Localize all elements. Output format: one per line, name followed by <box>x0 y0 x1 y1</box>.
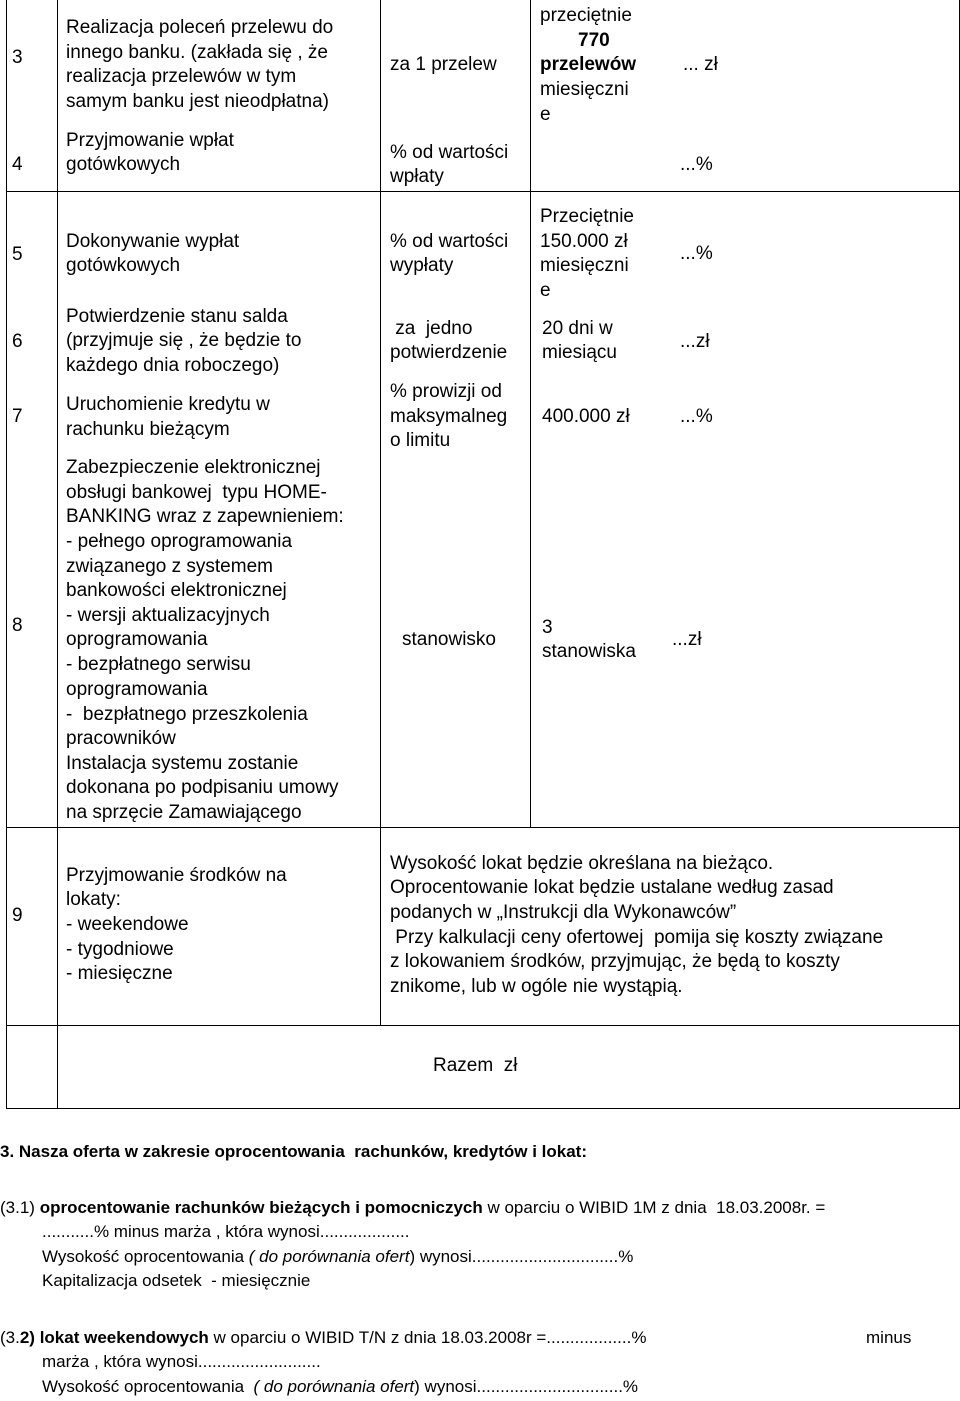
price-cell: ...zł <box>680 331 710 352</box>
text-run-italic: ( do porównania ofert <box>248 1247 410 1266</box>
unit-cell: % prowizji od <box>390 381 502 402</box>
desc-line: - pełnego oprogramowania <box>66 531 293 552</box>
paragraph-line: ...........% minus marża , która wynosi................... <box>42 1222 410 1241</box>
text-run-italic: ( do porównania ofert <box>248 1377 415 1396</box>
desc-line: samym banku jest nieodpłatna) <box>66 91 329 112</box>
row-number: 9 <box>12 905 23 926</box>
desc-line: lokaty: <box>66 889 121 910</box>
qty-line: 400.000 zł <box>542 406 630 427</box>
desc-line: każdego dnia roboczego) <box>66 355 280 376</box>
qty-line: miesięczni <box>540 255 629 276</box>
item-number: 2) <box>19 1328 35 1347</box>
qty-line: przeciętnie <box>540 5 632 26</box>
qty-line: 3 <box>542 617 553 638</box>
desc-line: Przyjmowanie wpłat <box>66 130 234 151</box>
price-cell: ...zł <box>672 629 702 650</box>
price-cell: ...% <box>680 406 713 427</box>
item-number: (3.1) <box>0 1198 35 1217</box>
note-line: z lokowaniem środków, przyjmując, że będą to koszty <box>390 951 840 972</box>
row-divider <box>6 1025 960 1026</box>
item-title: lokat weekendowych <box>34 1328 209 1347</box>
price-cell: ...% <box>680 243 713 264</box>
text-run: Wysokość oprocentowania <box>42 1377 249 1396</box>
price-cell: ...% <box>680 154 713 175</box>
unit-cell: stanowisko <box>402 629 496 650</box>
item-number: (3. <box>0 1328 20 1347</box>
qty-line: 20 dni w <box>542 318 613 339</box>
unit-cell: maksymalneg <box>390 406 508 427</box>
desc-line: (przyjmuje się , że będzie to <box>66 330 302 351</box>
text-run: ) wynosi...............................% <box>414 1377 639 1396</box>
row-divider <box>6 191 960 192</box>
desc-line: na sprzęcie Zamawiającego <box>66 802 302 823</box>
paragraph-line: minus <box>866 1328 912 1347</box>
desc-line: związanego z systemem <box>66 556 273 577</box>
unit-cell: wpłaty <box>390 166 444 187</box>
row-number: 5 <box>12 244 23 265</box>
desc-line: gotówkowych <box>66 255 181 276</box>
unit-cell: wypłaty <box>390 255 454 276</box>
desc-line: BANKING wraz z zapewnieniem: <box>66 506 344 527</box>
row-number: 4 <box>12 154 23 175</box>
item-text: w oparciu o WIBID 1M z dnia 18.03.2008r. = <box>482 1198 826 1217</box>
desc-line: - bezpłatnego przeszkolenia <box>66 704 308 725</box>
price-cell: ... zł <box>683 54 718 75</box>
unit-cell: potwierdzenie <box>390 342 508 363</box>
column-divider <box>380 0 381 192</box>
qty-line: stanowiska <box>542 641 636 662</box>
desc-line: Realizacja poleceń przelewu do <box>66 17 334 38</box>
desc-line: - tygodniowe <box>66 939 174 960</box>
note-line: znikome, lub w ogóle nie wystąpią. <box>390 976 683 997</box>
paragraph-line <box>42 1375 638 1399</box>
desc-line: Dokonywanie wypłat <box>66 231 240 252</box>
text-run: Wysokość oprocentowania <box>42 1247 249 1266</box>
note-line: podanych w „Instrukcji dla Wykonawców” <box>390 902 737 923</box>
desc-line: - miesięczne <box>66 963 173 984</box>
row-number: 3 <box>12 47 23 68</box>
section-heading: 3. Nasza oferta w zakresie oprocentowania rachunków, kredytów i lokat: <box>0 1142 587 1161</box>
column-divider <box>57 0 58 1108</box>
table-border-left <box>6 0 7 1108</box>
qty-line: miesiącu <box>542 342 617 363</box>
item-text: w oparciu o WIBID T/N z dnia 18.03.2008r =..................% <box>208 1328 647 1347</box>
total-label: Razem zł <box>433 1055 518 1076</box>
paragraph-line <box>0 1326 646 1350</box>
desc-line: dokonana po podpisaniu umowy <box>66 777 339 798</box>
row-divider <box>6 1108 960 1109</box>
desc-line: gotówkowych <box>66 154 181 175</box>
desc-line: Zabezpieczenie elektronicznej <box>66 457 321 478</box>
qty-line: 770 <box>578 30 610 51</box>
qty-line: e <box>540 104 551 125</box>
unit-cell: % od wartości <box>390 231 509 252</box>
qty-line: 150.000 zł <box>540 231 628 252</box>
desc-line: Instalacja systemu zostanie <box>66 753 299 774</box>
desc-line: innego banku. (zakłada się , że <box>66 42 328 63</box>
desc-line: - weekendowe <box>66 914 189 935</box>
row-number: 6 <box>12 331 23 352</box>
text-run: ) wynosi...............................% <box>409 1247 634 1266</box>
qty-line: miesięczni <box>540 79 629 100</box>
desc-line: pracowników <box>66 728 176 749</box>
unit-cell: za 1 przelew <box>390 54 497 75</box>
paragraph-line: Kapitalizacja odsetek - miesięcznie <box>42 1271 311 1290</box>
desc-line: - wersji aktualizacyjnych <box>66 605 270 626</box>
desc-line: realizacja przelewów w tym <box>66 66 297 87</box>
column-divider <box>530 0 531 828</box>
note-line: Wysokość lokat będzie określana na bieżąco. <box>390 853 774 874</box>
paragraph-line <box>0 1196 825 1220</box>
desc-line: bankowości elektronicznej <box>66 580 287 601</box>
row-number: 7 <box>12 406 23 427</box>
paragraph-line: marża , która wynosi.......................... <box>42 1352 321 1371</box>
row-number: 8 <box>12 615 23 636</box>
unit-cell: % od wartości <box>390 142 509 163</box>
column-divider <box>380 192 381 828</box>
desc-line: - bezpłatnego serwisu <box>66 654 251 675</box>
note-line: Przy kalkulacji ceny ofertowej pomija się koszty związane <box>390 927 884 948</box>
unit-cell: o limitu <box>390 430 451 451</box>
row-divider <box>6 827 960 828</box>
paragraph-line <box>42 1245 633 1269</box>
desc-line: Potwierdzenie stanu salda <box>66 306 288 327</box>
qty-line: przelewów <box>540 54 637 75</box>
unit-cell: za jedno <box>390 318 473 339</box>
desc-line: Uruchomienie kredytu w <box>66 394 270 415</box>
desc-line: rachunku bieżącym <box>66 419 230 440</box>
item-title: oprocentowanie rachunków bieżących i pomocniczych <box>39 1198 483 1217</box>
note-line: Oprocentowanie lokat będzie ustalane według zasad <box>390 877 834 898</box>
qty-line: Przeciętnie <box>540 206 634 227</box>
desc-line: Przyjmowanie środków na <box>66 865 287 886</box>
qty-line: e <box>540 280 551 301</box>
desc-line: oprogramowania <box>66 679 208 700</box>
column-divider <box>380 827 381 1026</box>
desc-line: obsługi bankowej typu HOME- <box>66 482 327 503</box>
desc-line: oprogramowania <box>66 629 208 650</box>
